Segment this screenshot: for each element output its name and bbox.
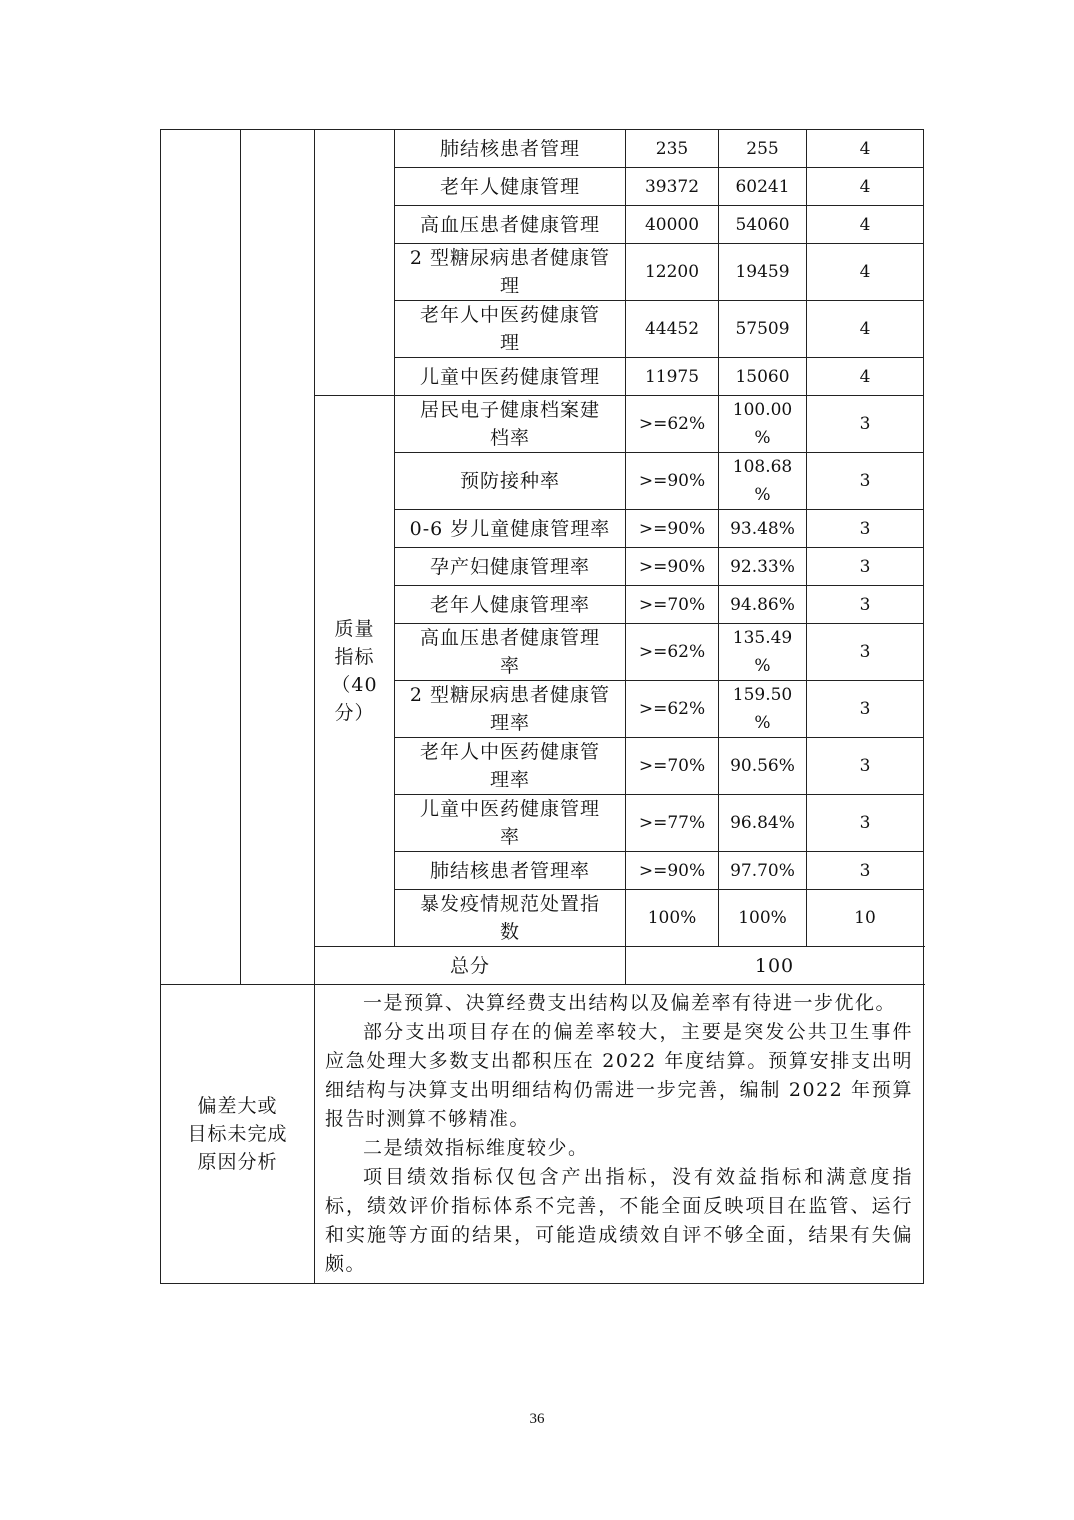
indicator-name: 高血压患者健康管理 — [395, 206, 626, 244]
target-value: >=70% — [626, 586, 719, 624]
target-value: 12200 — [626, 244, 719, 301]
score-value: 4 — [807, 130, 924, 168]
target-value: >=62% — [626, 624, 719, 681]
actual-value: 90.56% — [719, 738, 807, 795]
score-value: 4 — [807, 206, 924, 244]
target-value: >=70% — [626, 738, 719, 795]
target-value: >=90% — [626, 548, 719, 586]
indicator-name: 预防接种率 — [395, 453, 626, 510]
actual-value: 93.48% — [719, 510, 807, 548]
indicator-name: 儿童中医药健康管理 — [395, 358, 626, 396]
actual-value: 135.49 % — [719, 624, 807, 681]
target-value: >=62% — [626, 396, 719, 453]
target-value: >=90% — [626, 453, 719, 510]
indicator-name: 肺结核患者管理 — [395, 130, 626, 168]
indicator-name: 暴发疫情规范处置指 数 — [395, 890, 626, 947]
score-value: 3 — [807, 453, 924, 510]
indicator-name: 高血压患者健康管理 率 — [395, 624, 626, 681]
score-value: 3 — [807, 738, 924, 795]
score-value: 4 — [807, 301, 924, 358]
actual-value: 100.00 % — [719, 396, 807, 453]
analysis-paragraph: 一是预算、决算经费支出结构以及偏差率有待进一步优化。 — [363, 992, 897, 1014]
level2-indicator-cell — [241, 130, 315, 985]
score-value: 3 — [807, 624, 924, 681]
level1-indicator-cell — [161, 130, 241, 985]
actual-value: 100% — [719, 890, 807, 947]
analysis-paragraph: 二是绩效指标维度较少。 — [363, 1137, 589, 1159]
indicator-name: 居民电子健康档案建 档率 — [395, 396, 626, 453]
score-value: 3 — [807, 681, 924, 738]
analysis-paragraph: 部分支出项目存在的偏差率较大，主要是突发公共卫生事件应急处理大多数支出都积压在 2022 年度结算。预算安排支出明细结构与决算支出明细结构仍需进一步完善，编制 2022 年预算报告时测算不够精准。 — [325, 1021, 913, 1130]
score-value: 3 — [807, 548, 924, 586]
analysis-paragraph: 项目绩效指标仅包含产出指标，没有效益指标和满意度指标，绩效评价指标体系不完善，不能全面反映项目在监管、运行和实施等方面的结果，可能造成绩效自评不够全面，结果有失偏颇。 — [325, 1166, 913, 1275]
target-value: 39372 — [626, 168, 719, 206]
actual-value: 108.68 % — [719, 453, 807, 510]
analysis-row — [161, 985, 924, 1284]
score-value: 3 — [807, 510, 924, 548]
target-value: 40000 — [626, 206, 719, 244]
target-value: >=62% — [626, 681, 719, 738]
actual-value: 19459 — [719, 244, 807, 301]
actual-value: 60241 — [719, 168, 807, 206]
indicator-name: 孕产妇健康管理率 — [395, 548, 626, 586]
score-value: 3 — [807, 586, 924, 624]
score-value: 4 — [807, 244, 924, 301]
quantity-indicator-cell — [315, 130, 395, 396]
table-row — [161, 130, 924, 168]
actual-value: 54060 — [719, 206, 807, 244]
target-value: 100% — [626, 890, 719, 947]
total-label: 总分 — [315, 947, 626, 985]
target-value: >=90% — [626, 852, 719, 890]
target-value: >=90% — [626, 510, 719, 548]
indicator-name: 2 型糖尿病患者健康管 理 — [395, 244, 626, 301]
total-value: 100 — [626, 947, 924, 985]
score-value: 3 — [807, 795, 924, 852]
indicator-name: 老年人健康管理 — [395, 168, 626, 206]
quality-indicator-label: 质量 指标 （40 分） — [315, 396, 395, 947]
page-number: 36 — [529, 1411, 545, 1427]
indicator-name: 老年人中医药健康管 理 — [395, 301, 626, 358]
deviation-reason-label: 偏差大或 目标未完成 原因分析 — [161, 985, 315, 1284]
indicator-name: 2 型糖尿病患者健康管 理率 — [395, 681, 626, 738]
actual-value: 94.86% — [719, 586, 807, 624]
actual-value: 255 — [719, 130, 807, 168]
actual-value: 97.70% — [719, 852, 807, 890]
score-value: 4 — [807, 358, 924, 396]
target-value: 11975 — [626, 358, 719, 396]
indicator-name: 儿童中医药健康管理 率 — [395, 795, 626, 852]
score-value: 10 — [807, 890, 924, 947]
score-value: 3 — [807, 852, 924, 890]
actual-value: 15060 — [719, 358, 807, 396]
actual-value: 57509 — [719, 301, 807, 358]
actual-value: 92.33% — [719, 548, 807, 586]
target-value: >=77% — [626, 795, 719, 852]
indicator-name: 老年人中医药健康管 理率 — [395, 738, 626, 795]
score-value: 3 — [807, 396, 924, 453]
indicator-name: 0-6 岁儿童健康管理率 — [395, 510, 626, 548]
indicator-name: 肺结核患者管理率 — [395, 852, 626, 890]
score-value: 4 — [807, 168, 924, 206]
actual-value: 159.50 % — [719, 681, 807, 738]
target-value: 235 — [626, 130, 719, 168]
target-value: 44452 — [626, 301, 719, 358]
deviation-analysis-text — [315, 985, 924, 1284]
actual-value: 96.84% — [719, 795, 807, 852]
indicator-name: 老年人健康管理率 — [395, 586, 626, 624]
performance-table — [160, 129, 924, 1284]
